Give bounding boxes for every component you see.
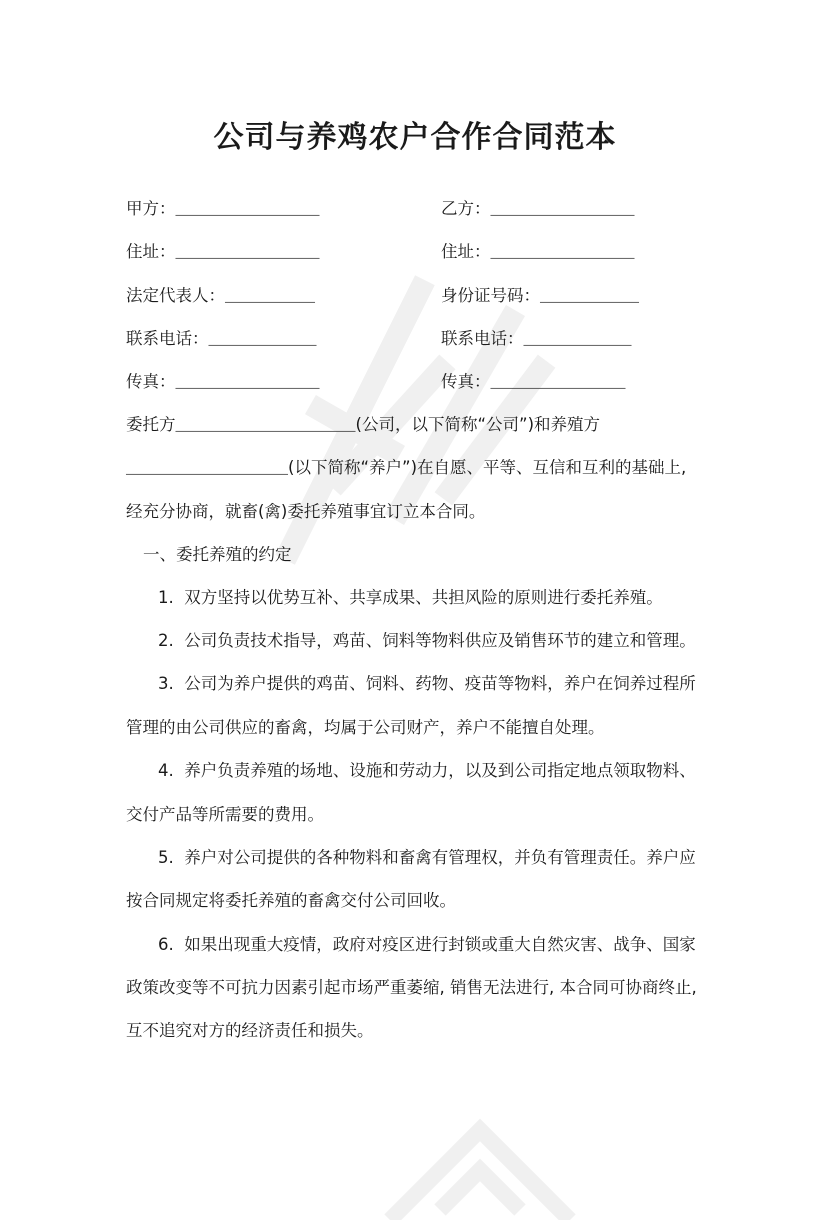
- preamble-line-2: [126, 458, 686, 480]
- clause-4-line-1: 4. 养户负责养殖的场地、设施和劳动力，以及到公司指定地点领取物料、: [158, 761, 696, 780]
- preamble-line-3: 经充分协商，就畜(禽)委托养殖事宜订立本合同。: [126, 502, 486, 521]
- breeder-blank: __________________: [126, 461, 289, 478]
- party-b-fax-field: [441, 372, 626, 394]
- preamble-line-1: [126, 415, 600, 437]
- clause-5-line-2: 按合同规定将委托养殖的畜禽交付公司回收。: [126, 891, 456, 910]
- field-blank: ________________: [490, 245, 635, 262]
- field-label: 传真：: [441, 372, 491, 391]
- field-label: 联系电话：: [441, 329, 524, 348]
- clause-6-line-3: 互不追究对方的经济责任和损失。: [126, 1021, 374, 1040]
- field-blank: ________________: [175, 245, 320, 262]
- field-blank: ________________: [175, 202, 320, 219]
- clause-3-line-1: 3. 公司为养户提供的鸡苗、饲料、药物、疫苗等物料，养户在饲养过程所: [158, 674, 696, 693]
- field-blank: ____________: [208, 332, 317, 349]
- party-b-id-number-field: [441, 286, 639, 308]
- field-label: 法定代表人：: [126, 286, 225, 305]
- clause-4-line-2: 交付产品等所需要的费用。: [126, 805, 324, 824]
- clause-2: 2. 公司负责技术指导，鸡苗、饲料等物料供应及销售环节的建立和管理。: [158, 631, 696, 650]
- field-label: 住址：: [126, 242, 176, 261]
- watermark-logo-icon: [370, 1100, 590, 1220]
- field-label: 身份证号码：: [441, 286, 540, 305]
- principal-blank: ____________________: [175, 418, 356, 435]
- party-a-address-field: [126, 242, 320, 264]
- clause-6-line-2: 政策改变等不可抗力因素引起市场严重萎缩, 销售无法进行, 本合同可协商终止,: [126, 978, 697, 997]
- preamble-prefix: 委托方: [126, 415, 176, 434]
- field-blank: __________: [225, 289, 316, 306]
- section-heading: 一、委托养殖的约定: [143, 545, 292, 564]
- clause-3-line-2: 管理的由公司供应的畜禽，均属于公司财产，养户不能擅自处理。: [126, 718, 605, 737]
- field-blank: ___________: [540, 289, 640, 306]
- field-blank: ________________: [490, 202, 635, 219]
- preamble-suffix: (以下简称“养户”)在自愿、平等、互信和互利的基础上,: [288, 458, 687, 477]
- field-blank: ____________: [523, 332, 632, 349]
- party-a-legal-rep-field: [126, 286, 315, 308]
- party-a-name-field: [126, 199, 320, 221]
- party-b-name-field: [441, 199, 635, 221]
- field-label: 住址：: [441, 242, 491, 261]
- field-blank: _______________: [490, 375, 626, 392]
- document-title: 公司与养鸡农户合作合同范本: [213, 120, 617, 155]
- field-label: 乙方：: [441, 199, 491, 218]
- field-label: 甲方：: [126, 199, 176, 218]
- field-blank: ________________: [175, 375, 320, 392]
- clause-1: 1. 双方坚持以优势互补、共享成果、共担风险的原则进行委托养殖。: [158, 588, 663, 607]
- party-a-phone-field: [126, 329, 317, 351]
- clause-6-line-1: 6. 如果出现重大疫情，政府对疫区进行封锁或重大自然灾害、战争、国家: [158, 935, 696, 954]
- preamble-suffix: (公司，以下简称“公司”)和养殖方: [355, 415, 601, 434]
- field-label: 联系电话：: [126, 329, 209, 348]
- clause-5-line-1: 5. 养户对公司提供的各种物料和畜禽有管理权，并负有管理责任。养户应: [158, 848, 696, 867]
- party-a-fax-field: [126, 372, 320, 394]
- party-b-address-field: [441, 242, 635, 264]
- field-label: 传真：: [126, 372, 176, 391]
- party-b-phone-field: [441, 329, 632, 351]
